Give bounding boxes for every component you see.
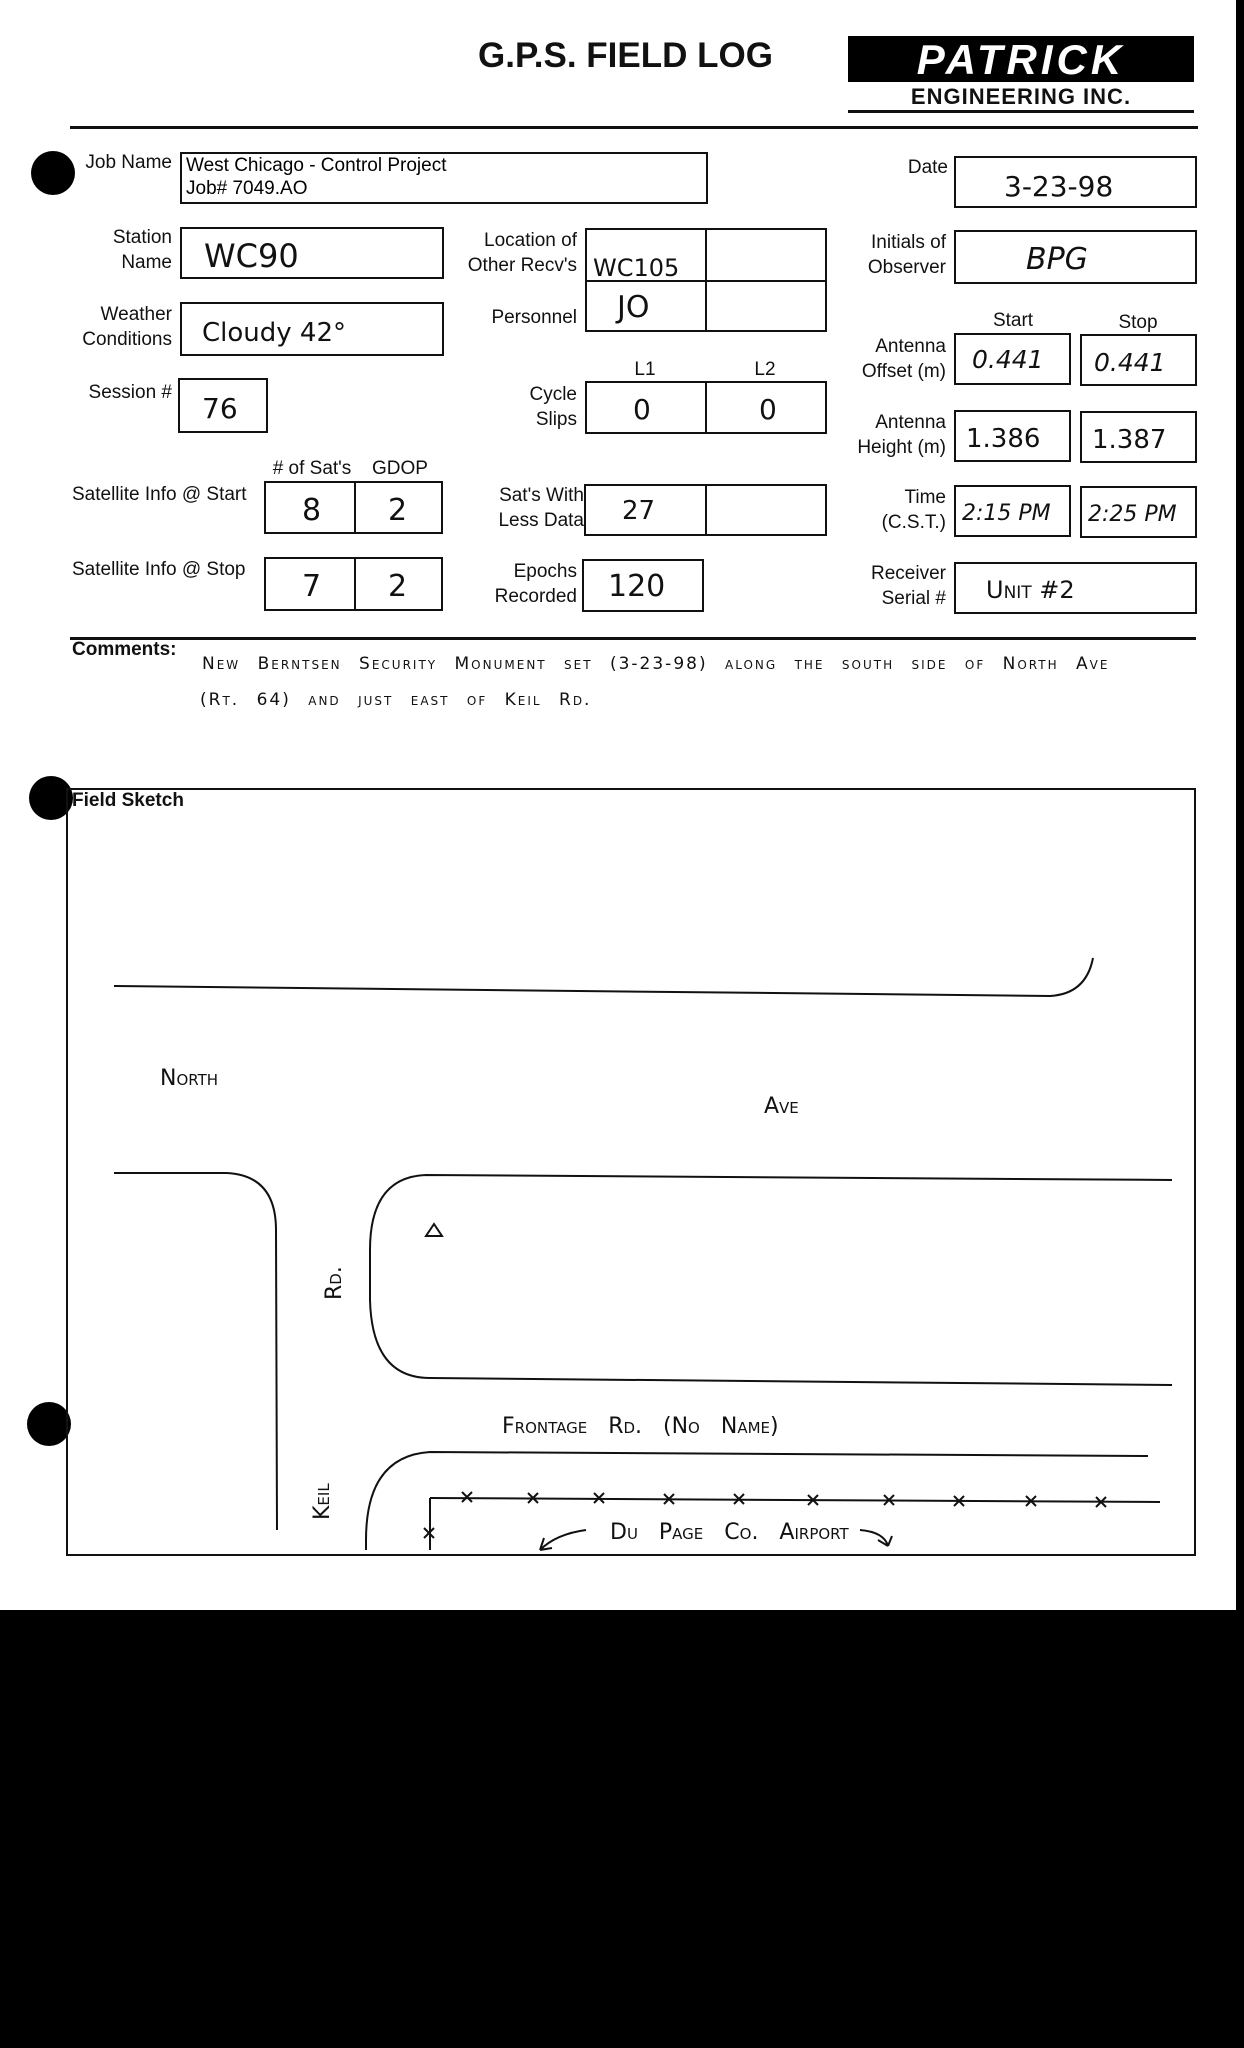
gdop-start-value: 2 xyxy=(388,493,408,528)
weather-value: Cloudy 42° xyxy=(202,318,347,348)
comments-line-1: New Berntsen Security Monument set (3-23-98) along the south side of North Ave xyxy=(202,654,1110,674)
gdop-stop-value: 2 xyxy=(388,569,408,604)
sketch-ave-label: Ave xyxy=(764,1094,799,1119)
weather-label-2: Conditions xyxy=(82,329,172,350)
sat-info-start-label: Satellite Info @ Start xyxy=(72,484,247,505)
job-number-value: Job# 7049.AO xyxy=(186,178,308,199)
personnel-value: JO xyxy=(617,290,650,325)
receiver-label-1: Receiver xyxy=(871,563,946,584)
sketch-keil-label: Keil xyxy=(310,1483,335,1520)
sats-stop-value: 7 xyxy=(302,569,322,604)
antenna-offset-start-value: 0.441 xyxy=(972,345,1044,374)
sat-info-stop-label: Satellite Info @ Stop xyxy=(72,559,246,580)
date-label: Date xyxy=(907,157,948,178)
location-value: WC105 xyxy=(593,254,680,282)
cycle-slips-label-2: Slips xyxy=(535,409,577,430)
sats-less-data-label-2: Less Data xyxy=(498,510,584,531)
antenna-offset-label-1: Antenna xyxy=(875,336,946,357)
antenna-height-label-2: Height (m) xyxy=(857,437,946,458)
station-name-label-1: Station xyxy=(112,227,172,248)
field-sketch-label: Field Sketch xyxy=(72,790,184,811)
monument-triangle-icon xyxy=(426,1224,442,1236)
antenna-height-label-1: Antenna xyxy=(875,412,946,433)
time-label-2: (C.S.T.) xyxy=(881,512,946,533)
session-label: Session # xyxy=(88,382,172,403)
form-title: G.P.S. FIELD LOG xyxy=(478,36,773,75)
sketch-rd-label: Rd. xyxy=(322,1266,347,1300)
fence-line xyxy=(430,1498,1160,1502)
epochs-value: 120 xyxy=(608,569,666,604)
cycle-slips-l1-value: 0 xyxy=(633,393,651,426)
arrow-left-icon xyxy=(540,1530,586,1550)
start-column-label: Start xyxy=(992,310,1034,331)
epochs-label-1: Epochs xyxy=(513,561,577,582)
comments-line-2: (Rt. 64) and just east of Keil Rd. xyxy=(200,690,592,710)
logo-subtitle: ENGINEERING INC. xyxy=(910,84,1132,109)
cycle-slips-l2-value: 0 xyxy=(759,393,777,426)
epochs-label-2: Recorded xyxy=(494,586,577,607)
date-value: 3-23-98 xyxy=(1004,170,1114,203)
job-name-label: Job Name xyxy=(85,152,172,173)
sats-less-data-label-1: Sat's With xyxy=(499,485,584,506)
initials-label-1: Initials of xyxy=(871,232,946,253)
keil-rd-west-edge xyxy=(114,1173,277,1530)
station-name-label-2: Name xyxy=(121,252,172,273)
weather-label-1: Weather xyxy=(100,304,172,325)
antenna-offset-label-2: Offset (m) xyxy=(861,361,946,382)
cycle-slips-label-1: Cycle xyxy=(529,384,577,405)
initials-label-2: Observer xyxy=(867,257,946,278)
location-label-1: Location of xyxy=(484,230,577,251)
receiver-serial-value: Unit #2 xyxy=(986,576,1075,604)
comments-label: Comments: xyxy=(72,639,177,660)
stop-column-label: Stop xyxy=(1118,312,1158,333)
l1-column-label: L1 xyxy=(634,359,656,380)
initials-value: BPG xyxy=(1026,242,1088,277)
arrow-right-icon xyxy=(860,1530,892,1546)
personnel-label: Personnel xyxy=(491,307,577,328)
session-value: 76 xyxy=(202,392,238,425)
antenna-offset-stop-value: 0.441 xyxy=(1094,348,1166,377)
num-sats-column-label: # of Sat's xyxy=(272,458,352,479)
logo-wordmark: PATRICK xyxy=(848,36,1194,82)
sketch-north-label: North xyxy=(160,1066,219,1091)
time-start-value: 2:15 PM xyxy=(962,501,1051,526)
receiver-label-2: Serial # xyxy=(881,588,946,609)
time-stop-value: 2:25 PM xyxy=(1088,502,1177,527)
sketch-frontage-label: Frontage Rd. (No Name) xyxy=(502,1414,779,1439)
sats-start-value: 8 xyxy=(302,493,322,528)
monument-block-edge xyxy=(370,1175,1172,1385)
station-name-value: WC90 xyxy=(204,237,299,275)
sketch-airport-label: Du Page Co. Airport xyxy=(610,1520,849,1545)
antenna-height-stop-value: 1.387 xyxy=(1092,425,1167,455)
time-label-1: Time xyxy=(904,487,946,508)
l2-column-label: L2 xyxy=(754,359,776,380)
north-ave-north-edge xyxy=(114,958,1093,996)
sats-less-data-value: 27 xyxy=(622,496,656,526)
gdop-column-label: GDOP xyxy=(372,458,428,479)
job-name-value: West Chicago - Control Project xyxy=(186,155,447,176)
location-label-2: Other Recv's xyxy=(467,255,577,276)
antenna-height-start-value: 1.386 xyxy=(966,424,1041,454)
